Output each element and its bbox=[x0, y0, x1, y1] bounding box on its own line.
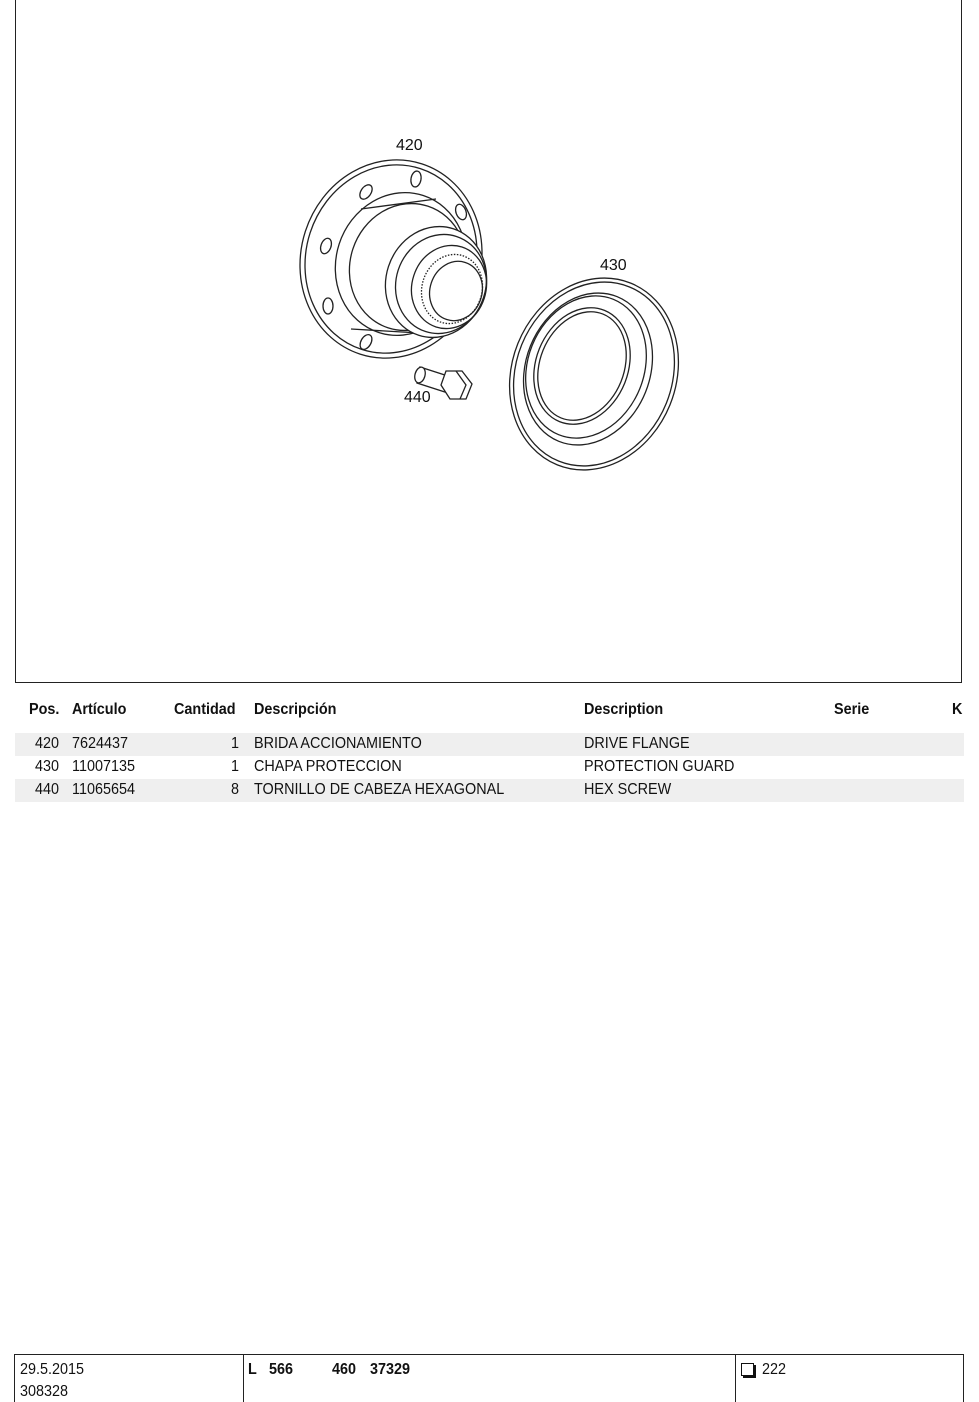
cell-descripcion: TORNILLO DE CABEZA HEXAGONAL bbox=[254, 781, 505, 798]
footer-model-number: 566 bbox=[269, 1361, 294, 1378]
drive-flange-drawing bbox=[275, 136, 508, 382]
page-footer bbox=[14, 1354, 964, 1402]
table-header bbox=[15, 697, 964, 733]
footer-group: 460 bbox=[332, 1361, 357, 1378]
header-articulo: Artículo bbox=[72, 701, 127, 718]
cell-cantidad: 8 bbox=[231, 781, 240, 798]
callout-430: 430 bbox=[600, 257, 627, 274]
table-row bbox=[15, 779, 964, 802]
cell-articulo: 7624437 bbox=[72, 735, 129, 752]
footer-page-cell bbox=[736, 1355, 963, 1402]
footer-doc-number: 308328 bbox=[20, 1383, 69, 1400]
header-cantidad: Cantidad bbox=[174, 701, 236, 718]
cell-articulo: 11065654 bbox=[72, 781, 135, 798]
cell-description: HEX SCREW bbox=[584, 781, 672, 798]
cell-cantidad: 1 bbox=[231, 758, 240, 775]
cell-pos: 420 bbox=[35, 735, 60, 752]
parts-table bbox=[15, 697, 964, 802]
page-icon bbox=[741, 1363, 754, 1376]
header-k: K bbox=[952, 701, 963, 718]
footer-page-number: 222 bbox=[762, 1361, 787, 1378]
parts-illustration bbox=[16, 0, 963, 684]
footer-model-cell bbox=[244, 1355, 736, 1402]
table-row bbox=[15, 756, 964, 779]
header-serie: Serie bbox=[834, 701, 870, 718]
cell-descripcion: CHAPA PROTECCION bbox=[254, 758, 402, 775]
header-pos: Pos. bbox=[29, 701, 60, 718]
callout-420: 420 bbox=[396, 137, 423, 154]
cell-descripcion: BRIDA ACCIONAMIENTO bbox=[254, 735, 422, 752]
cell-pos: 440 bbox=[35, 781, 60, 798]
footer-date: 29.5.2015 bbox=[20, 1361, 85, 1378]
cell-description: PROTECTION GUARD bbox=[584, 758, 735, 775]
cell-pos: 430 bbox=[35, 758, 60, 775]
footer-model-prefix: L bbox=[248, 1361, 257, 1378]
protection-guard-drawing bbox=[481, 252, 706, 495]
header-description: Description bbox=[584, 701, 664, 718]
footer-date-cell bbox=[15, 1355, 244, 1402]
header-descripcion: Descripción bbox=[254, 701, 337, 718]
exploded-view-drawing bbox=[15, 0, 962, 683]
cell-cantidad: 1 bbox=[231, 735, 240, 752]
cell-description: DRIVE FLANGE bbox=[584, 735, 690, 752]
callout-440: 440 bbox=[404, 389, 431, 406]
cell-articulo: 11007135 bbox=[72, 758, 135, 775]
footer-part-group: 37329 bbox=[370, 1361, 411, 1378]
table-row bbox=[15, 733, 964, 756]
